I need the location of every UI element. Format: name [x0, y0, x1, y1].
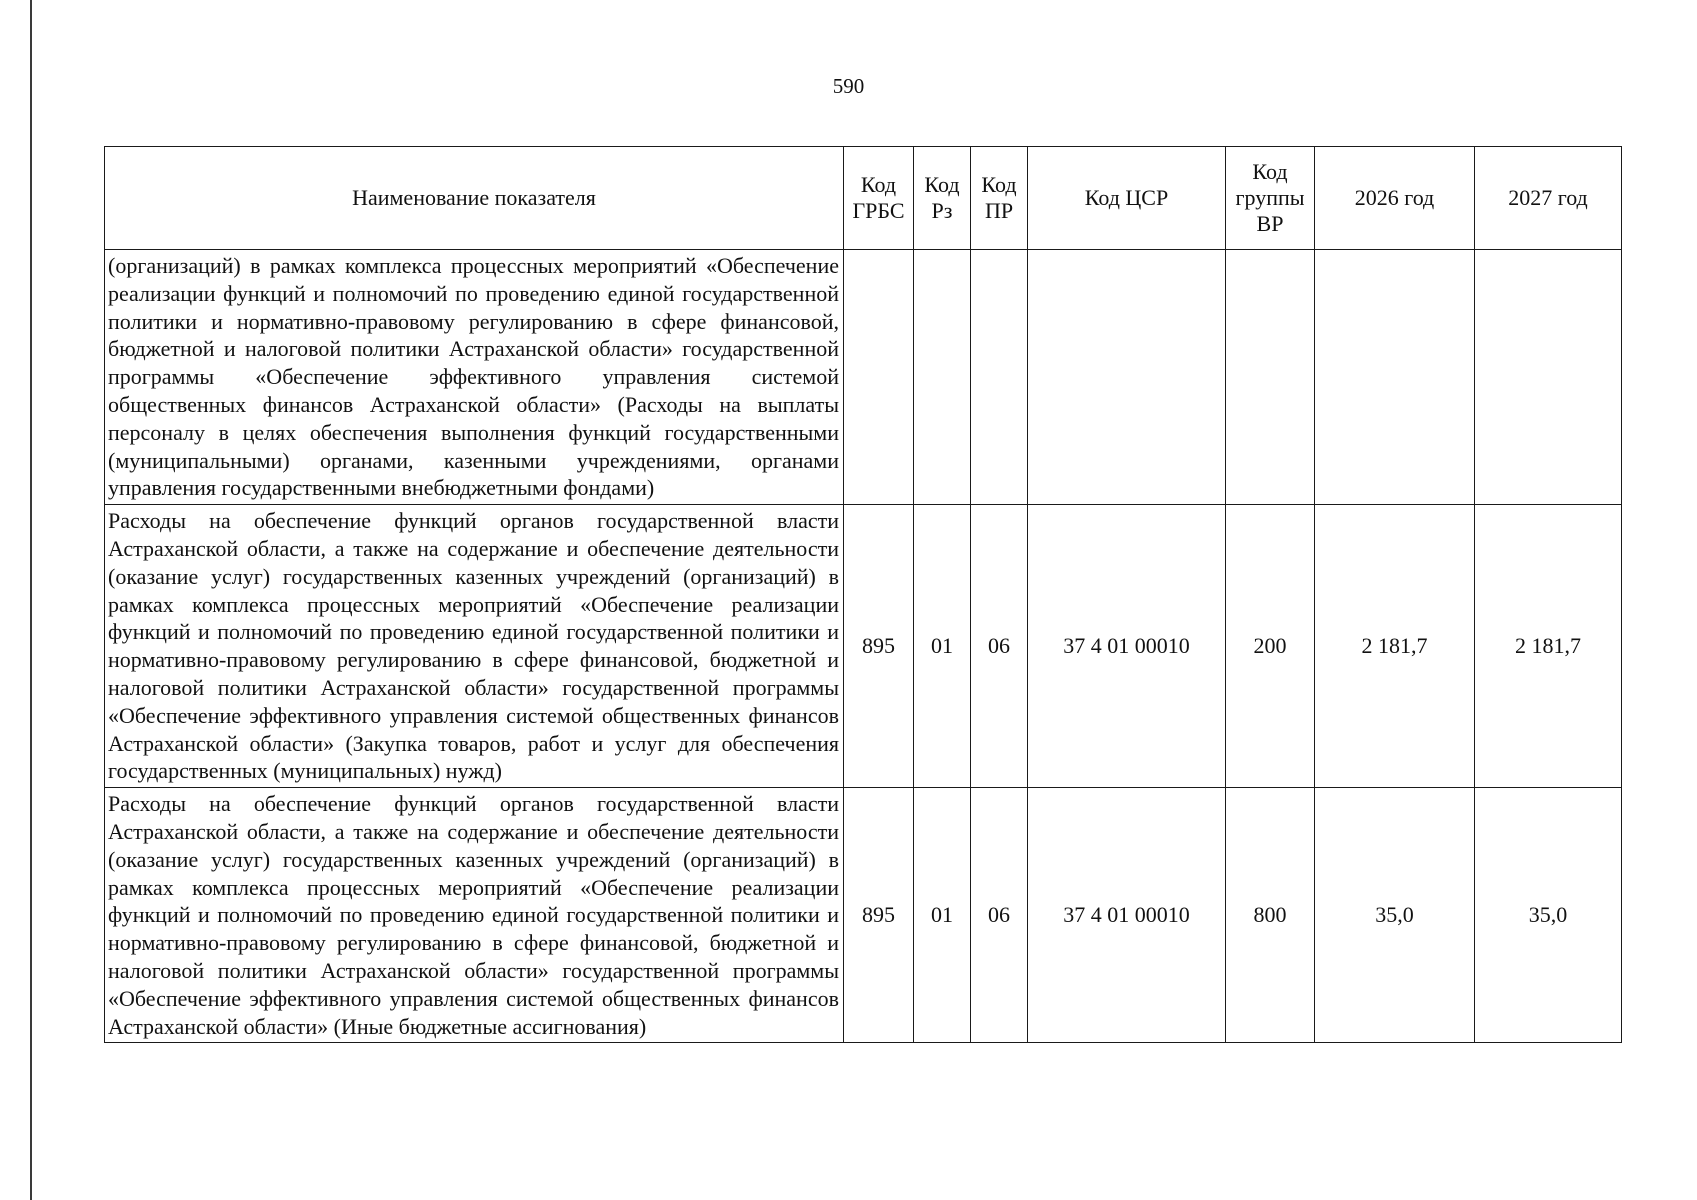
table-row: [105, 505, 1622, 788]
header-csr: Код ЦСР: [1028, 147, 1226, 250]
header-vr: Код группы ВР: [1226, 147, 1315, 250]
header-rz: Код Рз: [914, 147, 971, 250]
row-rz: 01: [914, 505, 971, 788]
scan-margin-line: [30, 0, 32, 1200]
row-year-2026: 35,0: [1315, 788, 1475, 1043]
row-grbs: 895: [844, 788, 914, 1043]
header-grbs: Код ГРБС: [844, 147, 914, 250]
table-header-row: [105, 147, 1622, 250]
row-vr: 800: [1226, 788, 1315, 1043]
budget-table: [104, 146, 1622, 1043]
row-year-2026: 2 181,7: [1315, 505, 1475, 788]
row-grbs: 895: [844, 505, 914, 788]
row-csr: [1028, 250, 1226, 505]
header-name: Наименование показателя: [105, 147, 844, 250]
row-vr: [1226, 250, 1315, 505]
row-year-2027: 35,0: [1475, 788, 1622, 1043]
row-year-2026: [1315, 250, 1475, 505]
row-vr: 200: [1226, 505, 1315, 788]
row-pr: [971, 250, 1028, 505]
row-rz: [914, 250, 971, 505]
row-year-2027: 2 181,7: [1475, 505, 1622, 788]
page-number: 590: [832, 74, 865, 98]
row-year-2027: [1475, 250, 1622, 505]
table-row: [105, 788, 1622, 1043]
table-row: [105, 250, 1622, 505]
row-name: (организаций) в рамках комплекса процессных мероприятий «Обеспечение реализации функций и полномочий по проведению единой государственной политики и нормативно-правовому регулированию в сфере финансовой, бюджетной и налоговой политики Астраханской области» государственной программы «Обеспечение эффективного управления системой общественных финансов Астраханской области» (Расходы на выплаты персоналу в целях обеспечения выполнения функций государственными (муниципальными) органами, казенными учреждениями, органами управления государственными внебюджетными фондами): [105, 250, 844, 505]
row-name: Расходы на обеспечение функций органов государственной власти Астраханской области, а также на содержание и обеспечение деятельности (оказание услуг) государственных казенных учреждений (организаций) в рамках комплекса процессных мероприятий «Обеспечение реализации функций и полномочий по проведению единой государственной политики и нормативно-правовому регулированию в сфере финансовой, бюджетной и налоговой политики Астраханской области» государственной программы «Обеспечение эффективного управления системой общественных финансов Астраханской области» (Иные бюджетные ассигнования): [105, 788, 844, 1043]
row-pr: 06: [971, 505, 1028, 788]
row-csr: 37 4 01 00010: [1028, 788, 1226, 1043]
row-pr: 06: [971, 788, 1028, 1043]
header-year-2027: 2027 год: [1475, 147, 1622, 250]
row-csr: 37 4 01 00010: [1028, 505, 1226, 788]
header-pr: Код ПР: [971, 147, 1028, 250]
row-rz: 01: [914, 788, 971, 1043]
row-grbs: [844, 250, 914, 505]
header-year-2026: 2026 год: [1315, 147, 1475, 250]
row-name: Расходы на обеспечение функций органов государственной власти Астраханской области, а также на содержание и обеспечение деятельности (оказание услуг) государственных казенных учреждений (организаций) в рамках комплекса процессных мероприятий «Обеспечение реализации функций и полномочий по проведению единой государственной политики и нормативно-правовому регулированию в сфере финансовой, бюджетной и налоговой политики Астраханской области» государственной программы «Обеспечение эффективного управления системой общественных финансов Астраханской области» (Закупка товаров, работ и услуг для обеспечения государственных (муниципальных) нужд): [105, 505, 844, 788]
